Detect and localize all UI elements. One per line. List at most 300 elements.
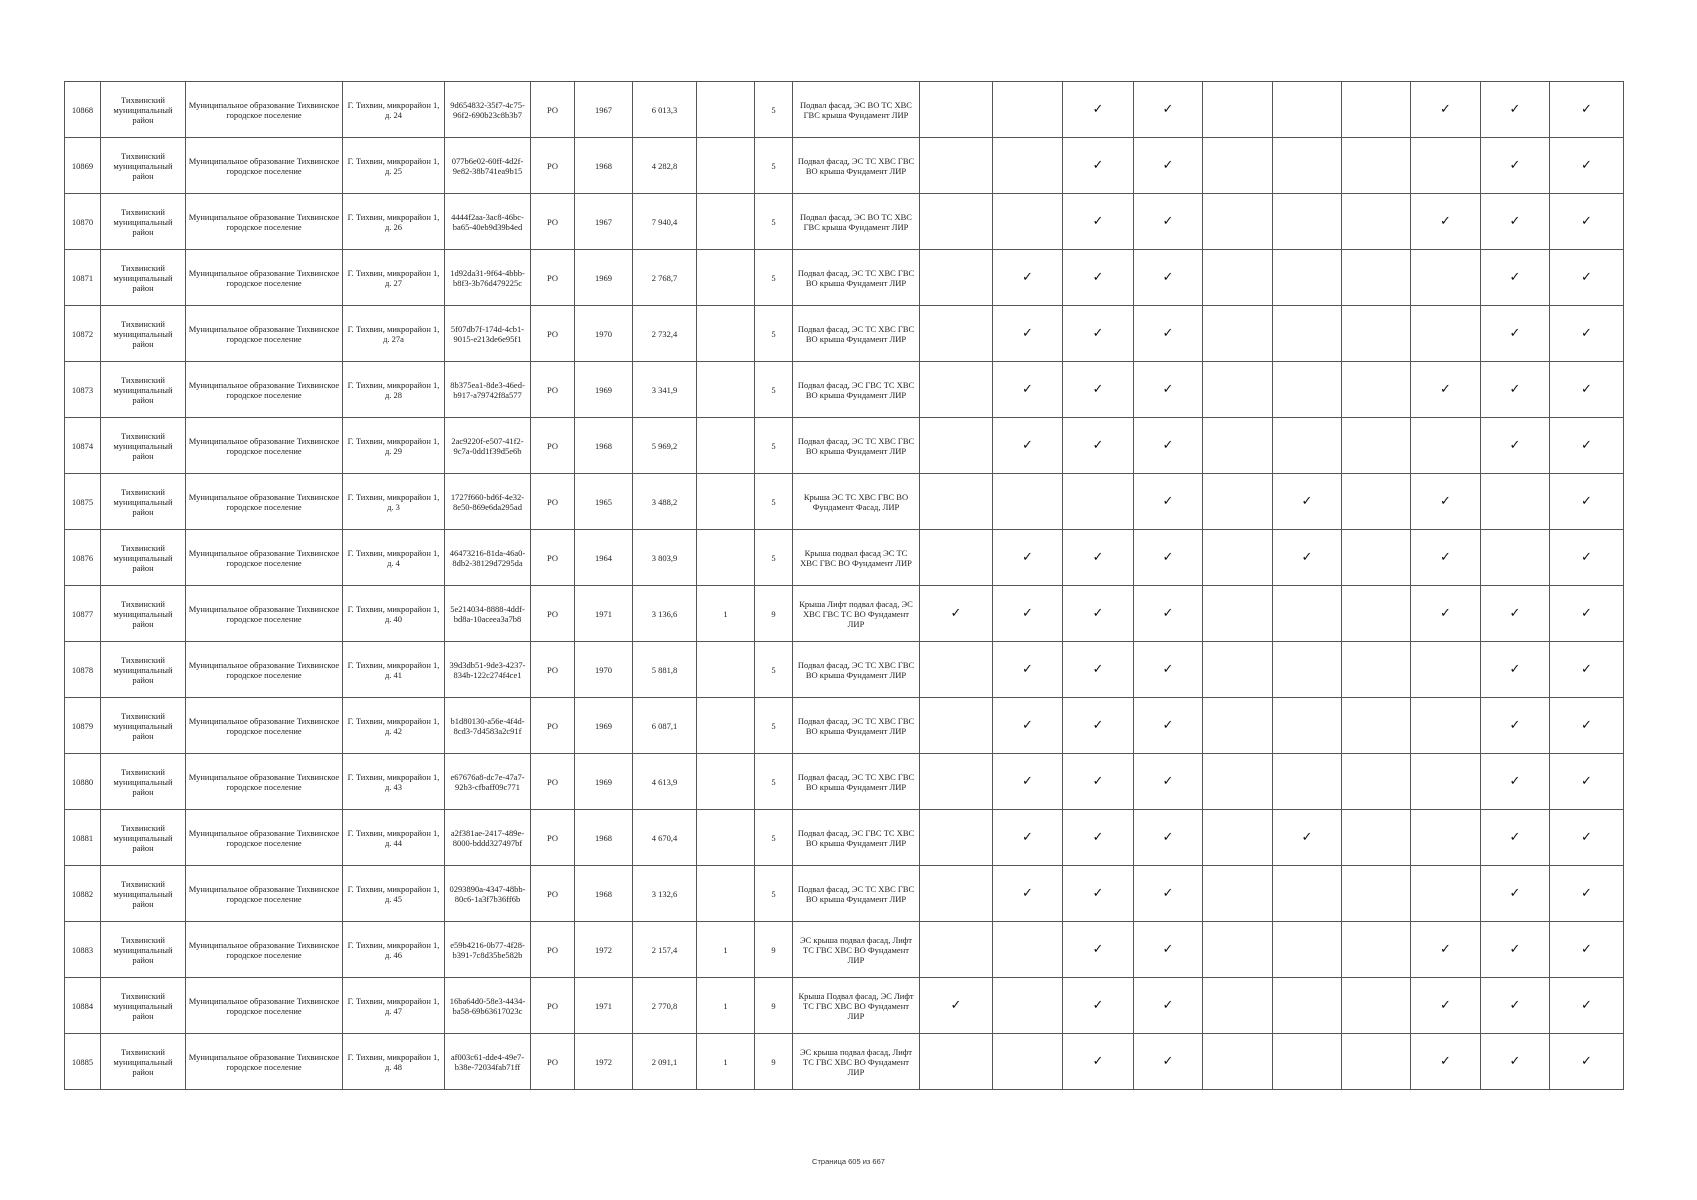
check-mark-icon: ✓ (1134, 586, 1203, 642)
count1-cell (697, 474, 755, 530)
check-cell-empty (920, 810, 993, 866)
check-cell-empty (1342, 306, 1411, 362)
check-mark-icon: ✓ (993, 250, 1063, 306)
check-mark-icon: ✓ (1550, 82, 1624, 138)
row-number: 10879 (65, 698, 101, 754)
check-mark-icon: ✓ (1481, 362, 1550, 418)
district-cell: Тихвинский муниципальный район (101, 194, 186, 250)
municipality-cell: Муниципальное образование Тихвинское городское поселение (186, 698, 343, 754)
check-mark-icon: ✓ (1273, 474, 1342, 530)
floors-cell: 9 (755, 922, 793, 978)
check-mark-icon: ✓ (1134, 810, 1203, 866)
type-cell: РО (531, 754, 575, 810)
check-mark-icon: ✓ (1481, 866, 1550, 922)
check-cell-empty (1273, 1034, 1342, 1090)
area-cell: 3 132,6 (633, 866, 697, 922)
guid-cell: 4444f2aa-3ac8-46bc-ba65-40eb9d39b4ed (445, 194, 531, 250)
year-cell: 1970 (575, 642, 633, 698)
district-cell: Тихвинский муниципальный район (101, 474, 186, 530)
guid-cell: a2f381ae-2417-489e-8000-bddd327497bf (445, 810, 531, 866)
check-cell-empty (1203, 698, 1273, 754)
works-cell: Подвал фасад, ЭС ТС ХВС ГВС ВО крыша Фундамент ЛИР (793, 306, 920, 362)
type-cell: РО (531, 306, 575, 362)
check-cell-empty (1273, 306, 1342, 362)
address-cell: Г. Тихвин, микрорайон 1, д. 47 (343, 978, 445, 1034)
check-mark-icon: ✓ (1550, 586, 1624, 642)
address-cell: Г. Тихвин, микрорайон 1, д. 26 (343, 194, 445, 250)
check-mark-icon: ✓ (1063, 306, 1134, 362)
check-cell-empty (1203, 82, 1273, 138)
check-cell-empty (1411, 642, 1481, 698)
check-mark-icon: ✓ (1481, 754, 1550, 810)
year-cell: 1968 (575, 866, 633, 922)
address-cell: Г. Тихвин, микрорайон 1, д. 43 (343, 754, 445, 810)
table-row (65, 922, 1624, 978)
check-mark-icon: ✓ (1134, 978, 1203, 1034)
year-cell: 1969 (575, 754, 633, 810)
check-cell-empty (1481, 474, 1550, 530)
floors-cell: 5 (755, 474, 793, 530)
check-mark-icon: ✓ (993, 754, 1063, 810)
check-mark-icon: ✓ (1134, 418, 1203, 474)
table-row (65, 810, 1624, 866)
check-mark-icon: ✓ (1063, 138, 1134, 194)
address-cell: Г. Тихвин, микрорайон 1, д. 4 (343, 530, 445, 586)
check-mark-icon: ✓ (1063, 418, 1134, 474)
check-mark-icon: ✓ (1481, 698, 1550, 754)
check-cell-empty (920, 138, 993, 194)
row-number: 10875 (65, 474, 101, 530)
year-cell: 1971 (575, 586, 633, 642)
check-mark-icon: ✓ (1063, 642, 1134, 698)
table-row (65, 754, 1624, 810)
check-mark-icon: ✓ (1550, 306, 1624, 362)
municipality-cell: Муниципальное образование Тихвинское городское поселение (186, 978, 343, 1034)
check-mark-icon: ✓ (1134, 138, 1203, 194)
check-mark-icon: ✓ (1481, 194, 1550, 250)
check-mark-icon: ✓ (1134, 194, 1203, 250)
area-cell: 3 341,9 (633, 362, 697, 418)
check-cell-empty (1411, 698, 1481, 754)
check-cell-empty (993, 922, 1063, 978)
count1-cell (697, 810, 755, 866)
check-cell-empty (1203, 922, 1273, 978)
check-cell-empty (1203, 754, 1273, 810)
row-number: 10871 (65, 250, 101, 306)
district-cell: Тихвинский муниципальный район (101, 586, 186, 642)
check-mark-icon: ✓ (1411, 586, 1481, 642)
row-number: 10868 (65, 82, 101, 138)
row-number: 10880 (65, 754, 101, 810)
count1-cell (697, 418, 755, 474)
check-mark-icon: ✓ (1550, 138, 1624, 194)
check-mark-icon: ✓ (1411, 530, 1481, 586)
floors-cell: 5 (755, 194, 793, 250)
check-cell-empty (920, 922, 993, 978)
floors-cell: 5 (755, 530, 793, 586)
works-cell: Крыша Подвал фасад, ЭС Лифт ТС ГВС ХВС ВО Фундамент ЛИР (793, 978, 920, 1034)
year-cell: 1964 (575, 530, 633, 586)
works-cell: Подвал фасад, ЭС ТС ХВС ГВС ВО крыша Фундамент ЛИР (793, 250, 920, 306)
check-mark-icon: ✓ (1481, 922, 1550, 978)
check-cell-empty (1481, 530, 1550, 586)
count1-cell (697, 530, 755, 586)
check-mark-icon: ✓ (993, 362, 1063, 418)
guid-cell: 9d654832-35f7-4c75-96f2-690b23c8b3b7 (445, 82, 531, 138)
check-cell-empty (920, 474, 993, 530)
check-mark-icon: ✓ (1134, 306, 1203, 362)
check-cell-empty (1273, 138, 1342, 194)
guid-cell: 39d3db51-9de3-4237-834b-122c274f4ce1 (445, 642, 531, 698)
check-cell-empty (1203, 978, 1273, 1034)
check-cell-empty (1273, 866, 1342, 922)
works-cell: Подвал фасад, ЭС ТС ХВС ГВС ВО крыша Фундамент ЛИР (793, 138, 920, 194)
check-cell-empty (1203, 1034, 1273, 1090)
check-mark-icon: ✓ (1481, 306, 1550, 362)
floors-cell: 5 (755, 138, 793, 194)
check-cell-empty (1411, 250, 1481, 306)
check-mark-icon: ✓ (1134, 474, 1203, 530)
check-cell-empty (1342, 810, 1411, 866)
year-cell: 1971 (575, 978, 633, 1034)
check-cell-empty (1203, 138, 1273, 194)
check-cell-empty (1342, 922, 1411, 978)
check-cell-empty (993, 194, 1063, 250)
check-mark-icon: ✓ (1134, 1034, 1203, 1090)
check-mark-icon: ✓ (1550, 754, 1624, 810)
check-cell-empty (993, 474, 1063, 530)
address-cell: Г. Тихвин, микрорайон 1, д. 40 (343, 586, 445, 642)
check-mark-icon: ✓ (993, 586, 1063, 642)
check-cell-empty (1342, 194, 1411, 250)
check-mark-icon: ✓ (993, 418, 1063, 474)
type-cell: РО (531, 138, 575, 194)
row-number: 10877 (65, 586, 101, 642)
year-cell: 1967 (575, 194, 633, 250)
row-number: 10870 (65, 194, 101, 250)
works-cell: Крыша Лифт подвал фасад, ЭС ХВС ГВС ТС ВО Фундамент ЛИР (793, 586, 920, 642)
guid-cell: 16ba64d0-58e3-4434-ba58-69b63617023c (445, 978, 531, 1034)
district-cell: Тихвинский муниципальный район (101, 866, 186, 922)
check-cell-empty (1273, 82, 1342, 138)
works-cell: ЭС крыша подвал фасад, Лифт ТС ГВС ХВС ВО Фундамент ЛИР (793, 1034, 920, 1090)
row-number: 10873 (65, 362, 101, 418)
check-cell-empty (1203, 418, 1273, 474)
check-cell-empty (1411, 810, 1481, 866)
guid-cell: e67676a8-dc7e-47a7-92b3-cfbaff09c771 (445, 754, 531, 810)
type-cell: РО (531, 810, 575, 866)
row-number: 10883 (65, 922, 101, 978)
check-mark-icon: ✓ (1550, 362, 1624, 418)
works-cell: Крыша подвал фасад ЭС ТС ХВС ГВС ВО Фундамент ЛИР (793, 530, 920, 586)
type-cell: РО (531, 530, 575, 586)
type-cell: РО (531, 250, 575, 306)
table-row (65, 642, 1624, 698)
check-mark-icon: ✓ (1481, 586, 1550, 642)
check-cell-empty (1273, 978, 1342, 1034)
row-number: 10874 (65, 418, 101, 474)
check-cell-empty (920, 418, 993, 474)
check-cell-empty (1203, 362, 1273, 418)
year-cell: 1968 (575, 138, 633, 194)
check-mark-icon: ✓ (993, 530, 1063, 586)
check-mark-icon: ✓ (920, 978, 993, 1034)
type-cell: РО (531, 1034, 575, 1090)
check-cell-empty (920, 754, 993, 810)
district-cell: Тихвинский муниципальный район (101, 642, 186, 698)
check-mark-icon: ✓ (1063, 698, 1134, 754)
district-cell: Тихвинский муниципальный район (101, 306, 186, 362)
municipality-cell: Муниципальное образование Тихвинское городское поселение (186, 642, 343, 698)
check-cell-empty (1342, 362, 1411, 418)
year-cell: 1969 (575, 698, 633, 754)
district-cell: Тихвинский муниципальный район (101, 754, 186, 810)
type-cell: РО (531, 82, 575, 138)
address-cell: Г. Тихвин, микрорайон 1, д. 27а (343, 306, 445, 362)
table-row (65, 474, 1624, 530)
municipality-cell: Муниципальное образование Тихвинское городское поселение (186, 138, 343, 194)
area-cell: 2 091,1 (633, 1034, 697, 1090)
floors-cell: 5 (755, 698, 793, 754)
year-cell: 1965 (575, 474, 633, 530)
check-cell-empty (1273, 194, 1342, 250)
check-cell-empty (920, 1034, 993, 1090)
check-cell-empty (1342, 250, 1411, 306)
check-mark-icon: ✓ (1481, 250, 1550, 306)
check-mark-icon: ✓ (993, 698, 1063, 754)
type-cell: РО (531, 698, 575, 754)
row-number: 10885 (65, 1034, 101, 1090)
district-cell: Тихвинский муниципальный район (101, 922, 186, 978)
guid-cell: 1727f660-bd6f-4e32-8e50-869e6da295ad (445, 474, 531, 530)
check-mark-icon: ✓ (1411, 474, 1481, 530)
check-cell-empty (1342, 698, 1411, 754)
check-mark-icon: ✓ (1550, 418, 1624, 474)
check-mark-icon: ✓ (1134, 250, 1203, 306)
works-cell: Подвал фасад, ЭС ГВС ТС ХВС ВО крыша Фундамент ЛИР (793, 362, 920, 418)
area-cell: 6 087,1 (633, 698, 697, 754)
check-mark-icon: ✓ (993, 866, 1063, 922)
table-row (65, 306, 1624, 362)
check-mark-icon: ✓ (1550, 1034, 1624, 1090)
check-mark-icon: ✓ (1481, 1034, 1550, 1090)
floors-cell: 5 (755, 754, 793, 810)
type-cell: РО (531, 418, 575, 474)
floors-cell: 5 (755, 306, 793, 362)
row-number: 10878 (65, 642, 101, 698)
floors-cell: 5 (755, 250, 793, 306)
row-number: 10882 (65, 866, 101, 922)
check-mark-icon: ✓ (1481, 810, 1550, 866)
address-cell: Г. Тихвин, микрорайон 1, д. 44 (343, 810, 445, 866)
works-cell: Крыша ЭС ТС ХВС ГВС ВО Фундамент Фасад, ЛИР (793, 474, 920, 530)
check-mark-icon: ✓ (1063, 810, 1134, 866)
table-row (65, 82, 1624, 138)
municipality-cell: Муниципальное образование Тихвинское городское поселение (186, 922, 343, 978)
check-cell-empty (920, 698, 993, 754)
check-mark-icon: ✓ (1481, 978, 1550, 1034)
address-cell: Г. Тихвин, микрорайон 1, д. 24 (343, 82, 445, 138)
check-mark-icon: ✓ (1134, 754, 1203, 810)
check-cell-empty (1273, 698, 1342, 754)
count1-cell (697, 250, 755, 306)
check-mark-icon: ✓ (993, 306, 1063, 362)
year-cell: 1969 (575, 362, 633, 418)
check-mark-icon: ✓ (1481, 138, 1550, 194)
year-cell: 1972 (575, 1034, 633, 1090)
area-cell: 3 488,2 (633, 474, 697, 530)
table-row (65, 418, 1624, 474)
type-cell: РО (531, 978, 575, 1034)
row-number: 10872 (65, 306, 101, 362)
check-mark-icon: ✓ (1063, 194, 1134, 250)
count1-cell (697, 306, 755, 362)
municipality-cell: Муниципальное образование Тихвинское городское поселение (186, 250, 343, 306)
address-cell: Г. Тихвин, микрорайон 1, д. 25 (343, 138, 445, 194)
floors-cell: 5 (755, 642, 793, 698)
area-cell: 4 282,8 (633, 138, 697, 194)
check-mark-icon: ✓ (1063, 866, 1134, 922)
check-mark-icon: ✓ (1063, 250, 1134, 306)
guid-cell: af003c61-dde4-49e7-b38e-72034fab71ff (445, 1034, 531, 1090)
check-mark-icon: ✓ (1063, 82, 1134, 138)
check-mark-icon: ✓ (993, 642, 1063, 698)
check-cell-empty (1203, 250, 1273, 306)
address-cell: Г. Тихвин, микрорайон 1, д. 41 (343, 642, 445, 698)
municipality-cell: Муниципальное образование Тихвинское городское поселение (186, 754, 343, 810)
check-mark-icon: ✓ (1063, 754, 1134, 810)
count1-cell (697, 754, 755, 810)
check-mark-icon: ✓ (1481, 82, 1550, 138)
table-row (65, 362, 1624, 418)
area-cell: 5 881,8 (633, 642, 697, 698)
floors-cell: 9 (755, 586, 793, 642)
district-cell: Тихвинский муниципальный район (101, 810, 186, 866)
table-row (65, 250, 1624, 306)
floors-cell: 5 (755, 362, 793, 418)
count1-cell (697, 698, 755, 754)
table-row (65, 978, 1624, 1034)
check-mark-icon: ✓ (1411, 82, 1481, 138)
address-cell: Г. Тихвин, микрорайон 1, д. 28 (343, 362, 445, 418)
page-footer: Страница 605 из 667 (812, 1157, 885, 1166)
floors-cell: 5 (755, 418, 793, 474)
count1-cell: 1 (697, 1034, 755, 1090)
check-cell-empty (1273, 754, 1342, 810)
check-cell-empty (1203, 586, 1273, 642)
municipality-cell: Муниципальное образование Тихвинское городское поселение (186, 810, 343, 866)
type-cell: РО (531, 474, 575, 530)
check-cell-empty (1342, 418, 1411, 474)
district-cell: Тихвинский муниципальный район (101, 530, 186, 586)
guid-cell: e59b4216-0b77-4f28-b391-7c8d35be582b (445, 922, 531, 978)
area-cell: 3 803,9 (633, 530, 697, 586)
check-mark-icon: ✓ (1063, 922, 1134, 978)
check-cell-empty (993, 1034, 1063, 1090)
floors-cell: 9 (755, 978, 793, 1034)
municipality-cell: Муниципальное образование Тихвинское городское поселение (186, 418, 343, 474)
check-mark-icon: ✓ (1134, 530, 1203, 586)
check-cell-empty (993, 82, 1063, 138)
check-cell-empty (1203, 642, 1273, 698)
floors-cell: 5 (755, 810, 793, 866)
type-cell: РО (531, 642, 575, 698)
area-cell: 2 732,4 (633, 306, 697, 362)
check-cell-empty (1342, 138, 1411, 194)
check-cell-empty (1411, 306, 1481, 362)
count1-cell: 1 (697, 922, 755, 978)
check-cell-empty (1342, 530, 1411, 586)
check-mark-icon: ✓ (1550, 642, 1624, 698)
area-cell: 5 969,2 (633, 418, 697, 474)
check-mark-icon: ✓ (1273, 810, 1342, 866)
works-cell: Подвал фасад, ЭС ГВС ТС ХВС ВО крыша Фундамент ЛИР (793, 810, 920, 866)
check-cell-empty (1342, 754, 1411, 810)
check-cell-empty (1203, 866, 1273, 922)
municipality-cell: Муниципальное образование Тихвинское городское поселение (186, 866, 343, 922)
check-cell-empty (1342, 586, 1411, 642)
works-cell: Подвал фасад, ЭС ВО ТС ХВС ГВС крыша Фундамент ЛИР (793, 82, 920, 138)
count1-cell (697, 138, 755, 194)
year-cell: 1969 (575, 250, 633, 306)
year-cell: 1968 (575, 810, 633, 866)
check-cell-empty (1273, 586, 1342, 642)
check-mark-icon: ✓ (1134, 922, 1203, 978)
check-cell-empty (1273, 922, 1342, 978)
check-mark-icon: ✓ (1411, 194, 1481, 250)
guid-cell: 077b6e02-60ff-4d2f-9e82-38b741ea9b15 (445, 138, 531, 194)
check-cell-empty (1411, 138, 1481, 194)
check-cell-empty (993, 978, 1063, 1034)
guid-cell: 1d92da31-9f64-4bbb-b8f3-3b76d479225c (445, 250, 531, 306)
check-cell-empty (1411, 754, 1481, 810)
guid-cell: 8b375ea1-8de3-46ed-b917-a79742f8a577 (445, 362, 531, 418)
check-mark-icon: ✓ (1550, 866, 1624, 922)
count1-cell (697, 194, 755, 250)
table-row (65, 530, 1624, 586)
works-cell: Подвал фасад, ЭС ВО ТС ХВС ГВС крыша Фундамент ЛИР (793, 194, 920, 250)
check-cell-empty (1342, 82, 1411, 138)
check-mark-icon: ✓ (1481, 418, 1550, 474)
floors-cell: 5 (755, 82, 793, 138)
housing-registry-table (64, 81, 1624, 1090)
check-cell-empty (920, 866, 993, 922)
table-row (65, 1034, 1624, 1090)
check-mark-icon: ✓ (1411, 1034, 1481, 1090)
check-mark-icon: ✓ (1063, 530, 1134, 586)
check-cell-empty (920, 530, 993, 586)
area-cell: 2 157,4 (633, 922, 697, 978)
check-mark-icon: ✓ (1063, 362, 1134, 418)
guid-cell: 46473216-81da-46a0-8db2-38129d7295da (445, 530, 531, 586)
check-mark-icon: ✓ (920, 586, 993, 642)
check-cell-empty (1203, 810, 1273, 866)
check-cell-empty (920, 82, 993, 138)
check-mark-icon: ✓ (1550, 194, 1624, 250)
municipality-cell: Муниципальное образование Тихвинское городское поселение (186, 82, 343, 138)
address-cell: Г. Тихвин, микрорайон 1, д. 42 (343, 698, 445, 754)
check-cell-empty (920, 194, 993, 250)
check-mark-icon: ✓ (1273, 530, 1342, 586)
count1-cell (697, 642, 755, 698)
check-mark-icon: ✓ (993, 810, 1063, 866)
guid-cell: 0293890a-4347-48bb-80c6-1a3f7b36ff6b (445, 866, 531, 922)
address-cell: Г. Тихвин, микрорайон 1, д. 27 (343, 250, 445, 306)
check-mark-icon: ✓ (1411, 922, 1481, 978)
check-mark-icon: ✓ (1550, 530, 1624, 586)
area-cell: 7 940,4 (633, 194, 697, 250)
check-cell-empty (1273, 362, 1342, 418)
